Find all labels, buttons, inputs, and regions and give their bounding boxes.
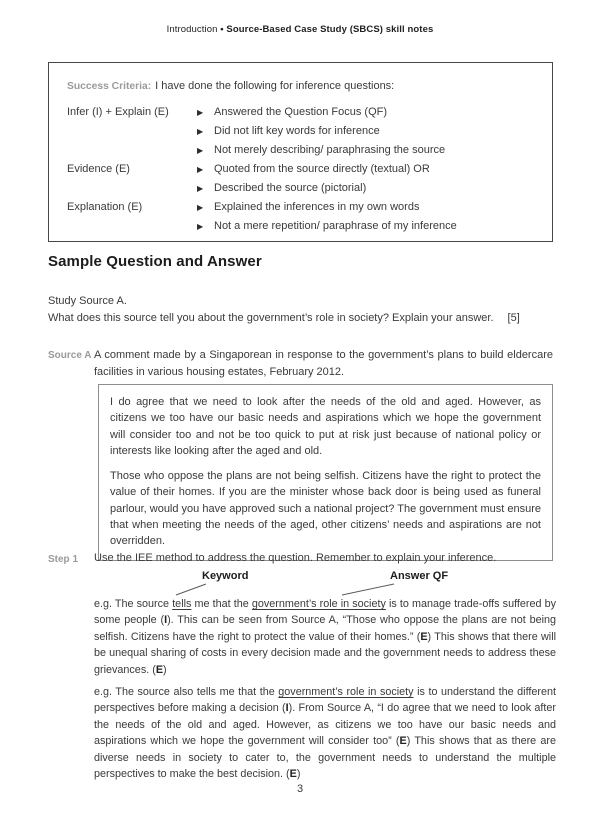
running-header: [0, 24, 600, 35]
source-label: Source A: [48, 350, 92, 361]
page-number: 3: [296, 783, 304, 795]
criteria-point: [197, 103, 540, 122]
criteria-term: Explanation (E): [67, 201, 143, 213]
criteria-point-text: Described the source (pictorial): [214, 182, 367, 194]
quote-paragraph-2: Those who oppose the plans are not being selfish. Citizens have the right to protect the value of their homes. If you are the minister whose back door is being used as funeral parlour, would you have approved such a national project? The government must ensure that when meeting the needs of the aged, other citizens’ needs and aspirations are not overridden.: [110, 470, 541, 548]
example-answer-2: e.g. The source also tells me that the government’s role in society is to understand the different perspectives before making a decision (I). From Source A, “I do agree that we need to look after the needs of the old and aged. However, as citizens we too have our basic needs and aspirations which we hope the government will consider too” (E) This shows that as there are diverse needs in society to cater to, the government needs to understand the multiple perspectives to make the best decision. (E): [94, 686, 556, 781]
source-quote-box: [98, 384, 553, 561]
criteria-term: Evidence (E): [67, 163, 130, 175]
triangle-bullet-icon: ▶: [197, 165, 204, 174]
criteria-points: [197, 198, 540, 236]
question-text: What does this source tell you about the government’s role in society? Explain your answer.: [48, 311, 494, 324]
running-header-separator: •: [217, 24, 227, 35]
step-1-label: Step 1: [48, 554, 79, 565]
quote-paragraph-1: I do agree that we need to look after the needs of the old and aged. However, as citizens we too have our basic needs and aspirations which we hope the government will consider too and not be too quick to put at risk just because of national policy or interests like looking after the aged and old.: [110, 396, 541, 457]
criteria-point: [197, 141, 540, 160]
source-caption-row: [48, 347, 553, 380]
criteria-point: [197, 217, 540, 236]
annotation-connector-lines: [94, 568, 556, 596]
running-header-title: Source-Based Case Study (SBCS) skill notes: [226, 24, 434, 35]
triangle-bullet-icon: ▶: [197, 127, 204, 136]
keyword-annotation-label: Keyword: [202, 570, 249, 582]
annotation-row: [94, 568, 556, 596]
question-line-1: Study Source A.: [48, 295, 127, 307]
success-criteria-label: Success Criteria:: [67, 81, 152, 92]
criteria-point-text: Quoted from the source directly (textual) OR: [214, 163, 430, 175]
step-1-instruction: Use the IEE method to address the question. Remember to explain your inference.: [94, 552, 497, 564]
criteria-point: [197, 198, 540, 217]
question-marks: [5]: [507, 311, 520, 324]
criteria-point: [197, 179, 540, 198]
running-header-section: Introduction: [166, 24, 218, 35]
criteria-points: [197, 160, 540, 198]
success-criteria-intro-text: I have done the following for inference questions:: [155, 80, 395, 92]
criteria-point: [197, 160, 540, 179]
question-line-2: [48, 310, 553, 327]
triangle-bullet-icon: ▶: [197, 108, 204, 117]
criteria-row-explanation: [67, 198, 540, 236]
criteria-row-evidence: [67, 160, 540, 198]
criteria-point-text: Answered the Question Focus (QF): [214, 106, 388, 118]
step-1-row: [48, 551, 553, 567]
triangle-bullet-icon: ▶: [197, 146, 204, 155]
source-caption: A comment made by a Singaporean in response to the government’s plans to build eldercare facilities in various housing estates, February 2012.: [94, 349, 553, 378]
criteria-point-text: Explained the inferences in my own words: [214, 201, 420, 213]
criteria-point: [197, 122, 540, 141]
success-criteria-box: [48, 62, 553, 242]
example-answer-1: e.g. The source tells me that the government’s role in society is to manage trade-offs suffered by some people (I). This can be seen from Source A, “Those who oppose the plans are not being selfish. Citizens have the right to protect the value of their homes.” (E) This shows that there will be unequal sharing of costs in every decision made and the government needs to address these grievances. (E): [94, 598, 557, 676]
success-criteria-intro: [67, 79, 540, 94]
criteria-term: Infer (I) + Explain (E): [67, 106, 169, 118]
section-title: Sample Question and Answer: [48, 253, 262, 270]
keyword-connector-line: [176, 584, 206, 595]
answer-qf-annotation-label: Answer QF: [390, 570, 449, 582]
triangle-bullet-icon: ▶: [197, 222, 204, 231]
criteria-points: [197, 103, 540, 160]
triangle-bullet-icon: ▶: [197, 203, 204, 212]
criteria-point-text: Did not lift key words for inference: [214, 125, 380, 137]
criteria-point-text: Not merely describing/ paraphrasing the source: [214, 144, 446, 156]
criteria-row-infer-explain: [67, 103, 540, 160]
question-block: [48, 293, 553, 326]
answer-qf-connector-line: [342, 584, 394, 595]
criteria-point-text: Not a mere repetition/ paraphrase of my inference: [214, 220, 457, 232]
triangle-bullet-icon: ▶: [197, 184, 204, 193]
